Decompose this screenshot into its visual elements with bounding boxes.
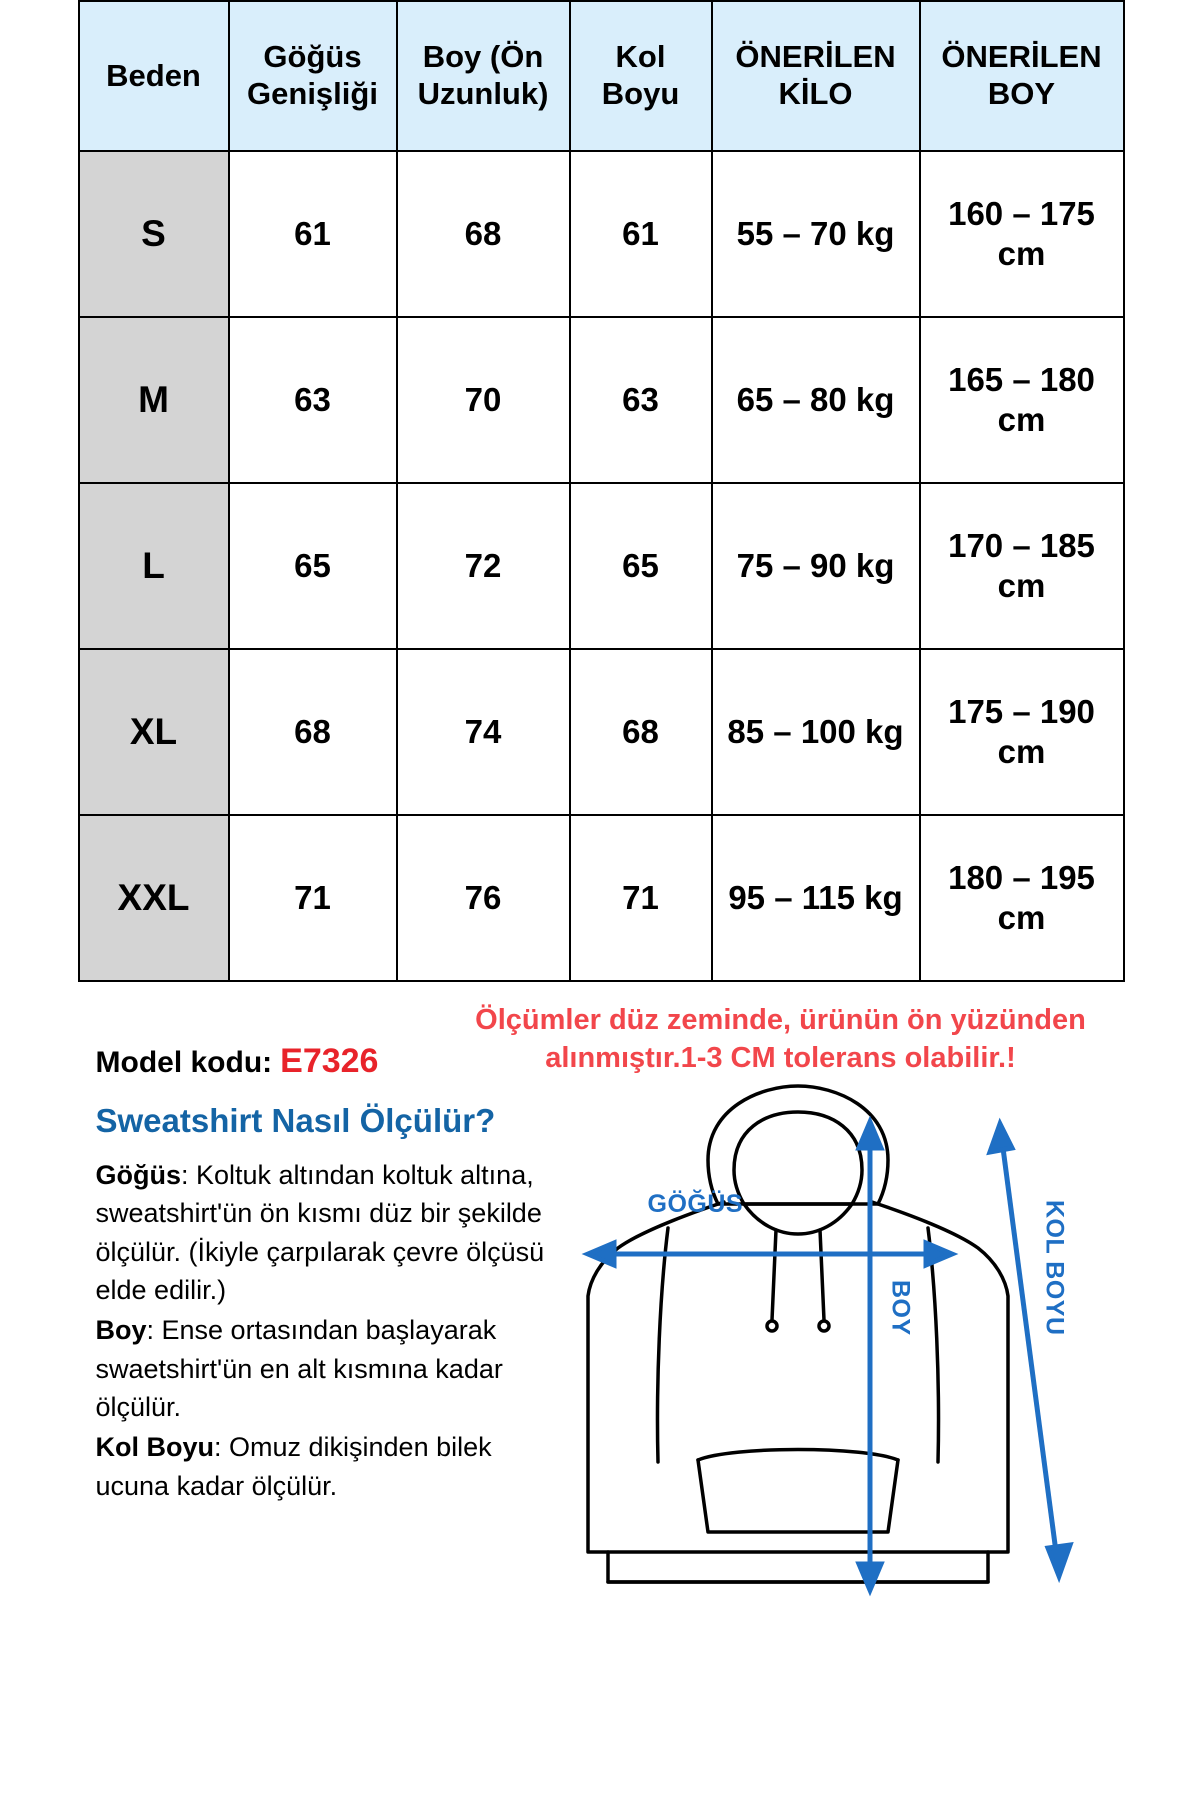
cell-height: 170 – 185 cm <box>920 483 1124 649</box>
column-header-beden: Beden <box>79 1 229 151</box>
cell-height: 180 – 195 cm <box>920 815 1124 981</box>
cell-chest: 61 <box>229 151 397 317</box>
cell-sleeve: 71 <box>570 815 712 981</box>
cell-chest: 63 <box>229 317 397 483</box>
cell-weight: 75 – 90 kg <box>712 483 920 649</box>
howto-chest-text: : Koltuk altından koltuk altına, sweatshirt'ün ön kısmı düz bir şekilde ölçülür. (İkiyle çarpılarak çevre ölçüsü elde edilir.) <box>95 1160 545 1305</box>
table-row <box>79 815 1124 981</box>
length-arrow-label: BOY <box>886 1280 915 1336</box>
howto-title: Sweatshirt Nasıl Ölçülür? <box>95 1102 496 1139</box>
howto-sleeve-label: Kol Boyu <box>95 1432 214 1463</box>
cell-size: S <box>79 151 229 317</box>
howto-chest <box>96 1156 571 1309</box>
chest-arrow-label: GÖĞÜS <box>647 1190 744 1218</box>
hoodie-diagram <box>548 1082 1123 1642</box>
cell-size: XXL <box>79 815 229 981</box>
cell-sleeve: 61 <box>570 151 712 317</box>
howto-length-text: : Ense ortasından başlayarak swaetshirt'ün en alt kısmına kadar ölçülür. <box>95 1315 503 1422</box>
column-header-onerilen-boy: ÖNERİLEN BOY <box>920 1 1124 151</box>
column-header-onerilen-kilo: ÖNERİLEN KİLO <box>712 1 920 151</box>
cell-sleeve: 65 <box>570 483 712 649</box>
column-header-kol-boyu: Kol Boyu <box>570 1 712 151</box>
cell-length: 72 <box>397 483 570 649</box>
model-code-value: E7326 <box>280 1042 379 1080</box>
cell-chest: 65 <box>229 483 397 649</box>
cell-length: 74 <box>397 649 570 815</box>
cell-size: L <box>79 483 229 649</box>
howto-sleeve-text: : Omuz dikişinden bilek ucuna kadar ölçülür. <box>95 1432 492 1501</box>
tolerance-note: Ölçümler düz zeminde, ürünün ön yüzünden alınmıştır.1-3 CM tolerans olabilir.! <box>475 1004 1086 1074</box>
table-row <box>79 151 1124 317</box>
table-body <box>79 151 1124 981</box>
cell-height: 175 – 190 cm <box>920 649 1124 815</box>
hoodie-illustration <box>548 1082 1123 1642</box>
model-code <box>96 1042 379 1081</box>
cell-height: 165 – 180 cm <box>920 317 1124 483</box>
howto-body <box>96 1156 571 1507</box>
info-section <box>78 994 1123 1654</box>
cell-sleeve: 63 <box>570 317 712 483</box>
cell-chest: 68 <box>229 649 397 815</box>
size-table <box>78 0 1125 982</box>
cell-weight: 85 – 100 kg <box>712 649 920 815</box>
howto-length-label: Boy <box>95 1315 147 1346</box>
cell-weight: 55 – 70 kg <box>712 151 920 317</box>
cell-sleeve: 68 <box>570 649 712 815</box>
cell-length: 76 <box>397 815 570 981</box>
size-chart-page <box>78 0 1123 1654</box>
cell-size: XL <box>79 649 229 815</box>
sleeve-arrow-label: KOL BOYU <box>1040 1200 1069 1336</box>
table-row <box>79 317 1124 483</box>
cell-height: 160 – 175 cm <box>920 151 1124 317</box>
cell-chest: 71 <box>229 815 397 981</box>
cell-length: 70 <box>397 317 570 483</box>
cell-weight: 95 – 115 kg <box>712 815 920 981</box>
table-row <box>79 649 1124 815</box>
cell-weight: 65 – 80 kg <box>712 317 920 483</box>
model-code-label: Model kodu: <box>95 1046 273 1079</box>
cell-length: 68 <box>397 151 570 317</box>
howto-sleeve <box>96 1428 571 1505</box>
column-header-gogus-genisligi: Göğüs Genişliği <box>229 1 397 151</box>
table-header <box>79 1 1124 151</box>
howto-chest-label: Göğüs <box>95 1160 181 1190</box>
howto-length <box>96 1311 571 1426</box>
table-row <box>79 483 1124 649</box>
table-header-row <box>79 1 1124 151</box>
cell-size: M <box>79 317 229 483</box>
column-header-boy-on-uzunluk: Boy (Ön Uzunluk) <box>397 1 570 151</box>
